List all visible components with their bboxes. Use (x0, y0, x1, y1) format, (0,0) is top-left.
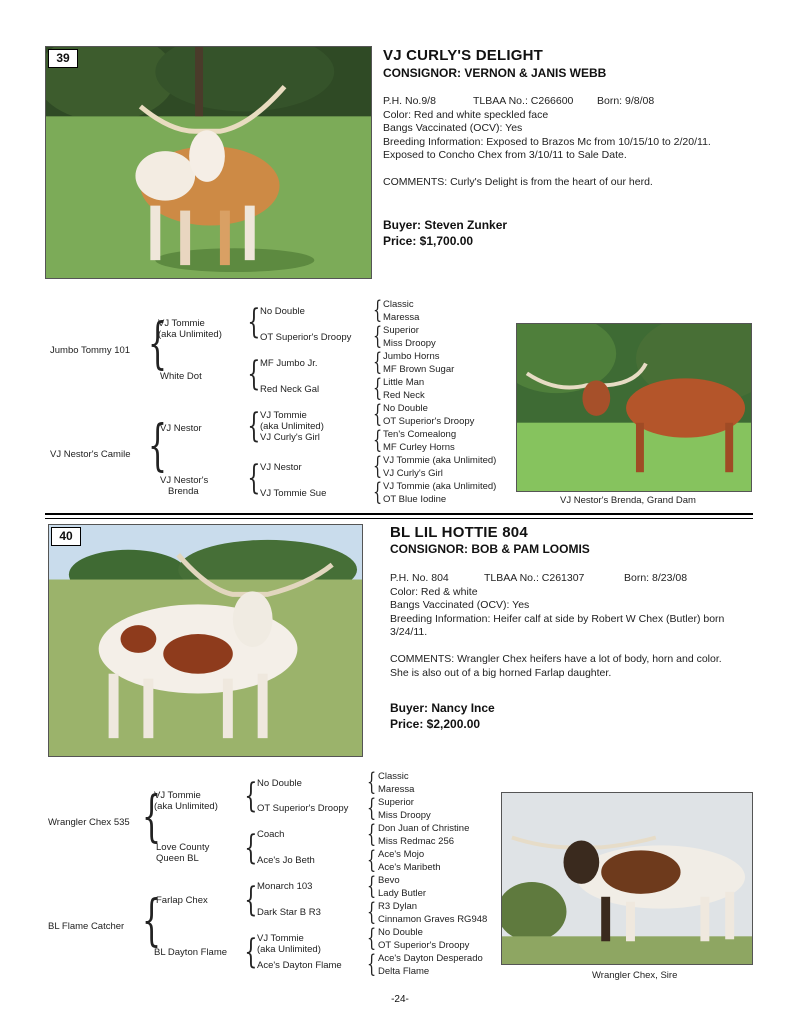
brace: { (141, 784, 162, 848)
brace: { (373, 478, 383, 506)
pedigree-dam-dam: BL Dayton Flame (154, 947, 228, 958)
bangs-line: Bangs Vaccinated (OCV): Yes (390, 599, 530, 611)
brace: { (147, 413, 168, 477)
tlbaa-number: TLBAA No.: C261307 (484, 572, 585, 584)
pedigree-dam: BL Flame Catcher (48, 921, 125, 932)
pedigree-g3: Monarch 103 (257, 881, 313, 892)
ph-number: P.H. No. 804 (390, 572, 449, 584)
brace: { (373, 452, 383, 480)
lot-separator (45, 518, 753, 519)
brace: { (367, 872, 377, 900)
breeding-line: Breeding Information: Heifer calf at side by Robert W Chex (Butler) born (390, 612, 725, 625)
born-date: Born: 9/8/08 (597, 95, 655, 107)
brace: { (247, 354, 261, 394)
brace: { (247, 406, 261, 446)
pedigree-g4-list: Classic Maressa Superior Miss Droopy Don Juan of Christine Miss Redmac 256 Ace's Mojo Ace's Maribeth Bevo Lady Butler R3 Dylan Cinnamon Graves RG948 No Double OT Superior's Droopy Ace's Dayton Desperado Delta Flame (378, 771, 488, 977)
pedigree-g3: Dark Star B R3 (257, 907, 321, 918)
brace: { (373, 400, 383, 428)
tlbaa-number: TLBAA No.: C266600 (473, 95, 574, 107)
breeding-line: 3/24/11. (390, 626, 428, 638)
brace: { (247, 302, 261, 342)
pedigree-dam-sire: Farlap Chex (156, 895, 208, 906)
buyer: Buyer: Steven Zunker (383, 218, 508, 232)
pedigree-sire-sire: VJ Tommie (aka Unlimited) (154, 790, 218, 812)
breeding-line: Exposed to Concho Chex from 3/10/11 to Sale Date. (383, 149, 627, 161)
cow-photo-image (46, 47, 371, 278)
comments-line: COMMENTS: Wrangler Chex heifers have a lot of body, horn and color. (390, 653, 722, 665)
pedigree-g3: VJ Tommie Sue (260, 488, 327, 499)
brace: { (244, 932, 258, 972)
pedigree-g3: VJ Nestor (260, 462, 302, 473)
brace: { (373, 348, 383, 376)
lot-number-badge: 40 (51, 527, 81, 546)
lot-40-photo-caption: Wrangler Chex, Sire (592, 970, 678, 981)
color-line: Color: Red & white (390, 585, 478, 598)
lot-39-grand-dam-photo (516, 323, 752, 492)
lot-39-photo-caption: VJ Nestor's Brenda, Grand Dam (560, 495, 696, 506)
lot-39-consignor: CONSIGNOR: VERNON & JANIS WEBB (383, 66, 607, 80)
pedigree-sire-sire: VJ Tommie (aka Unlimited) (158, 318, 222, 340)
brace: { (244, 776, 258, 816)
lot-40-sale (390, 700, 495, 732)
brace: { (141, 888, 162, 952)
pedigree-g3: OT Superior's Droopy (260, 332, 352, 343)
pedigree-sire-dam: White Dot (160, 371, 202, 382)
brace: { (373, 296, 383, 324)
pedigree-g3: VJ Tommie (aka Unlimited) VJ Curly's Girl (260, 410, 324, 443)
pedigree-sire-dam: Love County Queen BL (156, 842, 210, 864)
brace: { (367, 846, 377, 874)
lot-40-photo (48, 524, 363, 757)
lot-39-info (383, 95, 711, 190)
pedigree-dam: VJ Nestor's Camile (50, 449, 131, 460)
pedigree-g3: Ace's Jo Beth (257, 855, 315, 866)
brace: { (373, 374, 383, 402)
pedigree-g3: No Double (260, 306, 305, 317)
comments-line: She is also out of a big horned Farlap daughter. (390, 666, 612, 679)
price: Price: $2,200.00 (390, 717, 481, 731)
page-number: -24- (391, 994, 409, 1005)
price: Price: $1,700.00 (383, 234, 474, 248)
pedigree-g3: OT Superior's Droopy (257, 803, 349, 814)
lot-40-info (390, 572, 724, 680)
pedigree-sire: Jumbo Tommy 101 (50, 345, 131, 356)
lot-40-name: BL LIL HOTTIE 804 (390, 524, 528, 541)
pedigree-g3: Coach (257, 829, 285, 840)
brace: { (367, 898, 377, 926)
cow-photo-image (517, 324, 751, 491)
pedigree-g3: MF Jumbo Jr. (260, 358, 318, 369)
color-line: Color: Red and white speckled face (383, 108, 549, 121)
born-date: Born: 8/23/08 (624, 572, 688, 584)
brace: { (247, 458, 261, 498)
breeding-line: Breeding Information: Exposed to Brazos Mc from 10/15/10 to 2/20/11. (383, 135, 711, 148)
pedigree-g3: Ace's Dayton Flame (257, 960, 342, 971)
lot-separator (45, 513, 753, 515)
pedigree-dam-dam: VJ Nestor's Brenda (160, 475, 209, 497)
brace: { (367, 820, 377, 848)
pedigree-g4-list: Classic Maressa Superior Miss Droopy Jumbo Horns MF Brown Sugar Little Man Red Neck No Double OT Superior's Droopy Ten's Comealong MF Curley Horns VJ Tommie (aka Unlimited) VJ Curly's Girl VJ Tommie (aka Unlimited) OT Blue Iodine (383, 299, 497, 505)
buyer: Buyer: Nancy Ince (390, 701, 495, 715)
brace: { (373, 322, 383, 350)
brace: { (367, 950, 377, 978)
brace: { (147, 311, 168, 375)
lot-40-consignor: CONSIGNOR: BOB & PAM LOOMIS (390, 542, 590, 556)
pedigree-g3: No Double (257, 778, 302, 789)
brace: { (367, 924, 377, 952)
cow-photo-image (502, 793, 752, 964)
lot-39-photo (45, 46, 372, 279)
lot-40-sire-photo (501, 792, 753, 965)
comments-line: COMMENTS: Curly's Delight is from the heart of our herd. (383, 176, 653, 188)
bangs-line: Bangs Vaccinated (OCV): Yes (383, 122, 523, 134)
pedigree-g3: VJ Tommie (aka Unlimited) (257, 933, 321, 955)
ph-number: P.H. No.9/8 (383, 95, 436, 107)
pedigree-g3: Red Neck Gal (260, 384, 320, 395)
brace: { (244, 880, 258, 920)
brace: { (367, 794, 377, 822)
brace: { (244, 828, 258, 868)
brace: { (367, 768, 377, 796)
cow-photo-image (49, 525, 362, 756)
pedigree-dam-sire: VJ Nestor (160, 423, 202, 434)
lot-39-sale (383, 217, 507, 249)
lot-39-name: VJ CURLY'S DELIGHT (383, 47, 543, 64)
pedigree-sire: Wrangler Chex 535 (48, 817, 130, 828)
brace: { (373, 426, 383, 454)
lot-number-badge: 39 (48, 49, 78, 68)
